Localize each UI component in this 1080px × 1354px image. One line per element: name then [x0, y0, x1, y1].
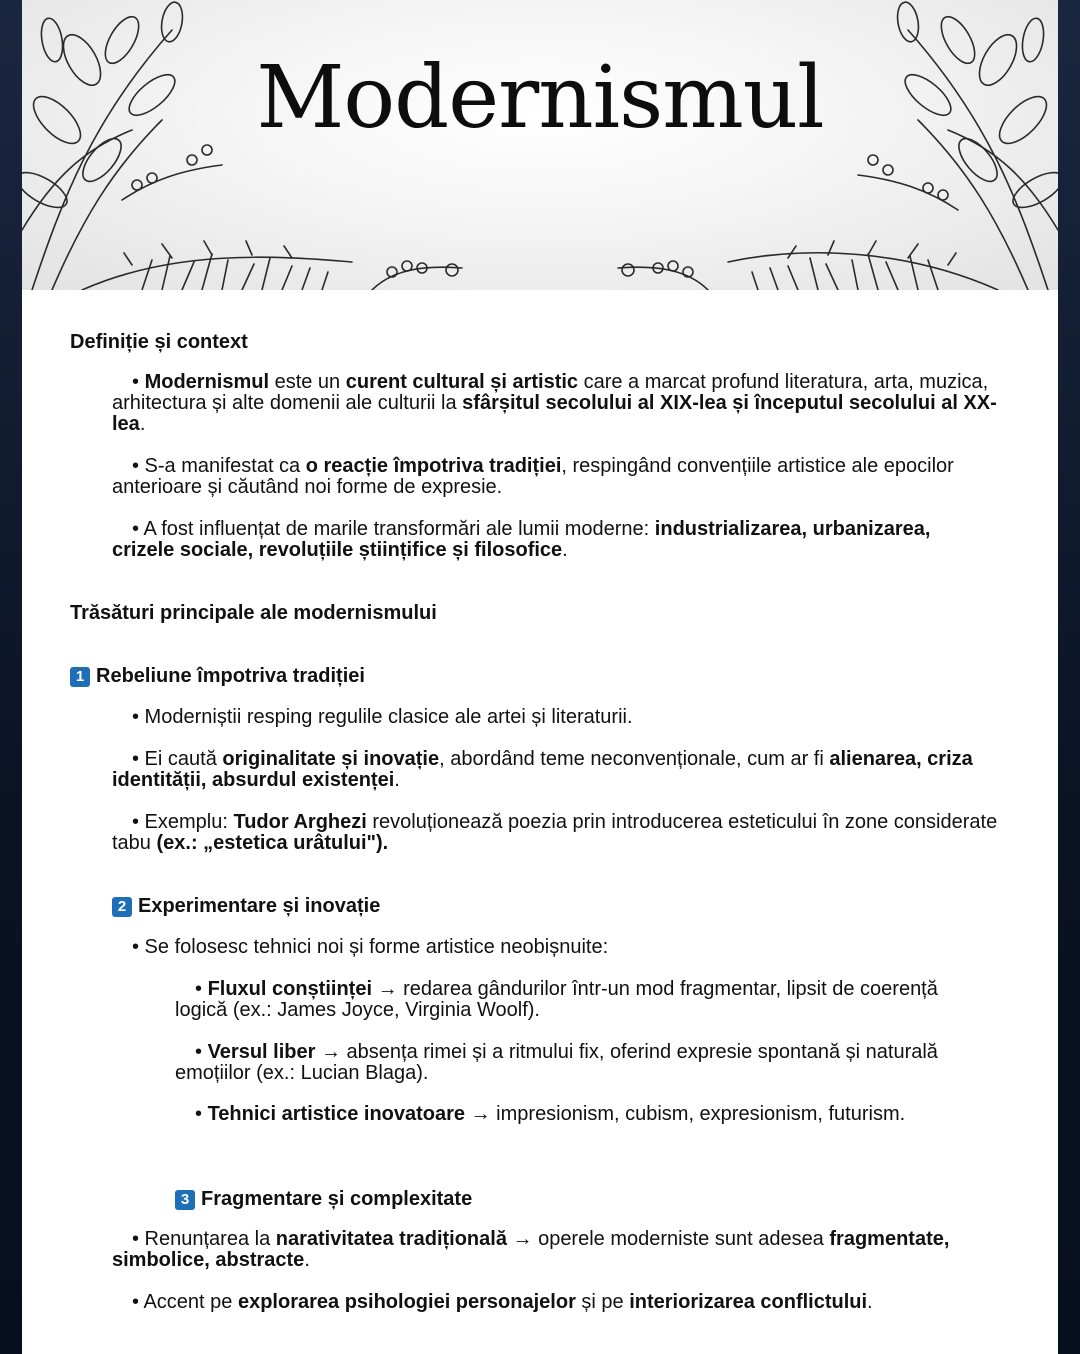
experimentare-item-vers: • Versul liber → absența rimei și a ritmului fix, oferind expresie spontană și naturală emoțiilor (ex.: Lucian Blaga).: [175, 1041, 938, 1084]
section-title-trasaturi: Trăsături principale ale modernismului: [70, 602, 437, 624]
subsection-title-fragmentare: 3 Fragmentare și complexitate: [175, 1188, 472, 1211]
rebeliune-paragraph-1: • Moderniștii resping regulile clasice ale artei și literaturii.: [132, 706, 633, 728]
definitie-paragraph-1: • Modernismul este un curent cultural și artistic care a marcat profund literatura, arta, muzica, arhitectura și alte domenii ale culturii la sfârșitul secolului al XIX-lea și începutul secolului al XX-lea.: [112, 371, 997, 435]
header-banner: [22, 0, 1058, 290]
fragmentare-paragraph-2: • Accent pe explorarea psihologiei personajelor și pe interiorizarea conflictului.: [132, 1291, 873, 1313]
section-title-definitie: Definiție și context: [70, 331, 248, 353]
definitie-paragraph-3: • A fost influențat de marile transformări ale lumii moderne: industrializarea, urbanizarea, crizele sociale, revoluțiile științifice și filosofice.: [112, 518, 931, 561]
number-badge-1: 1: [70, 667, 90, 687]
left-frame: [0, 0, 22, 1354]
document-page: [22, 0, 1058, 1354]
fragmentare-paragraph-1: • Renunțarea la narativitatea tradițională → operele moderniste sunt adesea fragmentate, simbolice, abstracte.: [112, 1228, 950, 1271]
experimentare-item-tehnici: • Tehnici artistice inovatoare → impresionism, cubism, expresionism, futurism.: [195, 1103, 906, 1125]
experimentare-item-flux: • Fluxul conștiinței → redarea gândurilor într-un mod fragmentar, lipsit de coerență logică (ex.: James Joyce, Virginia Woolf).: [175, 978, 938, 1021]
rebeliune-paragraph-2: • Ei caută originalitate și inovație, abordând teme neconvenționale, cum ar fi alienarea, criza identității, absurdul existenței.: [112, 748, 973, 791]
subsection-title-rebeliune: 1 Rebeliune împotriva tradiției: [70, 665, 365, 688]
page-title: Modernismul: [256, 48, 824, 148]
subsection-title-experimentare: 2 Experimentare și inovație: [112, 895, 380, 918]
right-frame: [1058, 0, 1080, 1354]
experimentare-paragraph-1: • Se folosesc tehnici noi și forme artistice neobișnuite:: [132, 936, 609, 958]
number-badge-2: 2: [112, 897, 132, 917]
definitie-paragraph-2: • S-a manifestat ca o reacție împotriva tradiției, respingând convențiile artistice ale epocilor anterioare și căutând noi forme de expresie.: [112, 455, 954, 498]
number-badge-3: 3: [175, 1190, 195, 1210]
rebeliune-paragraph-3: • Exemplu: Tudor Arghezi revoluționează poezia prin introducerea esteticului în zone considerate tabu (ex.: „estetica urâtului").: [112, 811, 998, 854]
